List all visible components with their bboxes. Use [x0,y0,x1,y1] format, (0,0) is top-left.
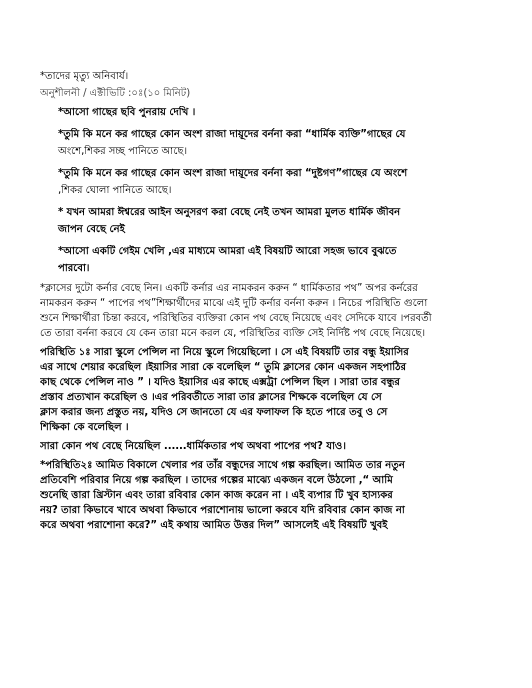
instruction-line: *আসো গাছের ছবি পুনরায় দেখি । [58,107,196,118]
activity-heading: অনুশীলনী / এক্টীভিটি :০ঃ(১০ মিনিট) [40,88,191,99]
scenario-2-line: প্রতিবেশি পরিবার নিয়ে গল্প করছিল । তাদের গল্পের মাঝ্যে একজন বলে উঠলো ,“ আমি [40,475,393,486]
game-instructions-line: তে তারা বর্ননা করবে যে কেন তারা মনে করল যে, পরিস্থিতির ব্যক্তি সেই নির্দিষ্ট পথ বেছে নিয়েছে। [40,328,426,339]
question-line-cont: অংশে,শিকর সচ্ছ পানিতে আছে। [58,146,188,157]
statement-line: * যখন আমরা ঈশ্বরের আইন অনুসরণ করা বেছে নেই তখন আমরা মুলত ধার্মিক জীবন [58,207,401,218]
scenario-2-line: *পরিস্থিতি২ঃ আমিত বিকালে খেলার পর তাঁর বন্ধুদের সাথে গল্প করছিল। আমিত তার নতুন [40,460,405,471]
scenario-1-line: কাছ থেকে পেন্সিল নাও ” । যদিও ইয়াসির এর কাছে এক্সট্রা পেন্সিল ছিল । সারা তার বন্ধুর [40,377,400,388]
game-instructions-line: *ক্লাসের দুটো কর্নার বেছে নিন। একটি কর্নার এর নামকরন করুন “ ধার্মিকতার পথ” অপর কর্নরের [40,283,418,294]
document-page [40,70,492,533]
scenario-1-line: শিক্ষিকা কে বলেছিল । [40,422,129,433]
paragraph-line: *তাদের মৃত্যু অনিবার্য। [40,71,129,82]
game-intro-line-cont: পারবো। [58,263,90,274]
question-line: *তুমি কি মনে কর গাছের কোন অংশ রাজা দায়ূদের বর্ননা করা “দুষ্টগণ”গাছের যে অংশে [58,168,408,179]
scenario-1-line: এর সাথে শেয়ার করেছিল ।ইয়াসির সারা কে বলেছিল “ তুমি ক্লাসের কোন একজন সহপাঠির [40,362,406,373]
scenario-1-question: সারা কোন পথ বেছে নিয়েছিল ......ধার্মিকতার পথ অথবা পাপের পথ? যাও। [40,441,346,452]
game-instructions-line: শুনে শিক্ষার্থীরা চিন্তা করবে, পরিস্থিতির ব্যক্তিরা কোন পথ বেছে নিয়েছে এবং সেদিকে যাবে ।পরবর্তী [40,313,432,324]
scenario-1-line: প্রস্তাব প্রত্যখান করেছিল ও ।এর পরিবর্তীতে সারা তার ক্লাসের শিক্ষকে বলেছিল যে সে [40,392,382,403]
game-instructions-line: নামকরন করুন “ পাপের পথ”শিক্ষার্থীদের মাঝে এই দুটি কর্নার বর্ননা করুন । নিচের পরিস্থিতি গুলো [40,298,428,309]
question-line: *তুমি কি মনে কর গাছের কোন অংশ রাজা দায়ূদের বর্ননা করা “ধার্মিক ব্যক্তি”গাছের যে [58,129,406,140]
game-intro-line: *আসো একটি গেইম খেলি ,এর মাধ্যমে আমরা এই বিষয়টি আরো সহজ ভাবে বুঝতে [58,246,397,257]
scenario-2-line: শুনেছি ত্তারা খ্রিস্টান এবং তারা রবিবার কোন কাজ করেন না । এই ব্যপার টি খুব হাস্যকর [40,490,393,501]
statement-line-cont: জাপন বেছে নেই [58,224,125,235]
scenario-1-line: পরিস্থিতি ১ঃ সারা স্কুলে পেন্সিল না নিয়ে স্কুলে গিয়েছিলো । সে এই বিষয়টি তার বন্ধু ইয়াসির [40,347,409,358]
scenario-2-line: নয়? তারা কিভাবে খাবে অথবা কিভাবে পরাশোনায় ভালো করবে যদি রবিবার কোন কাজ না [40,505,405,516]
question-line-cont: ,শিকর ঘোলা পানিতে আছে। [58,185,172,196]
scenario-1-line: ক্লাস করার জন্য প্রস্তুত নয়, যদিও সে জানতো যে এর ফলাফল কি হতে পারে তবু ও সে [40,407,388,418]
scenario-2-line: করে অথবা পরাশোনা করে?” এই কথায় আমিত উত্তর দিল” আসলেই এই বিষয়টি খুবই [40,520,388,531]
